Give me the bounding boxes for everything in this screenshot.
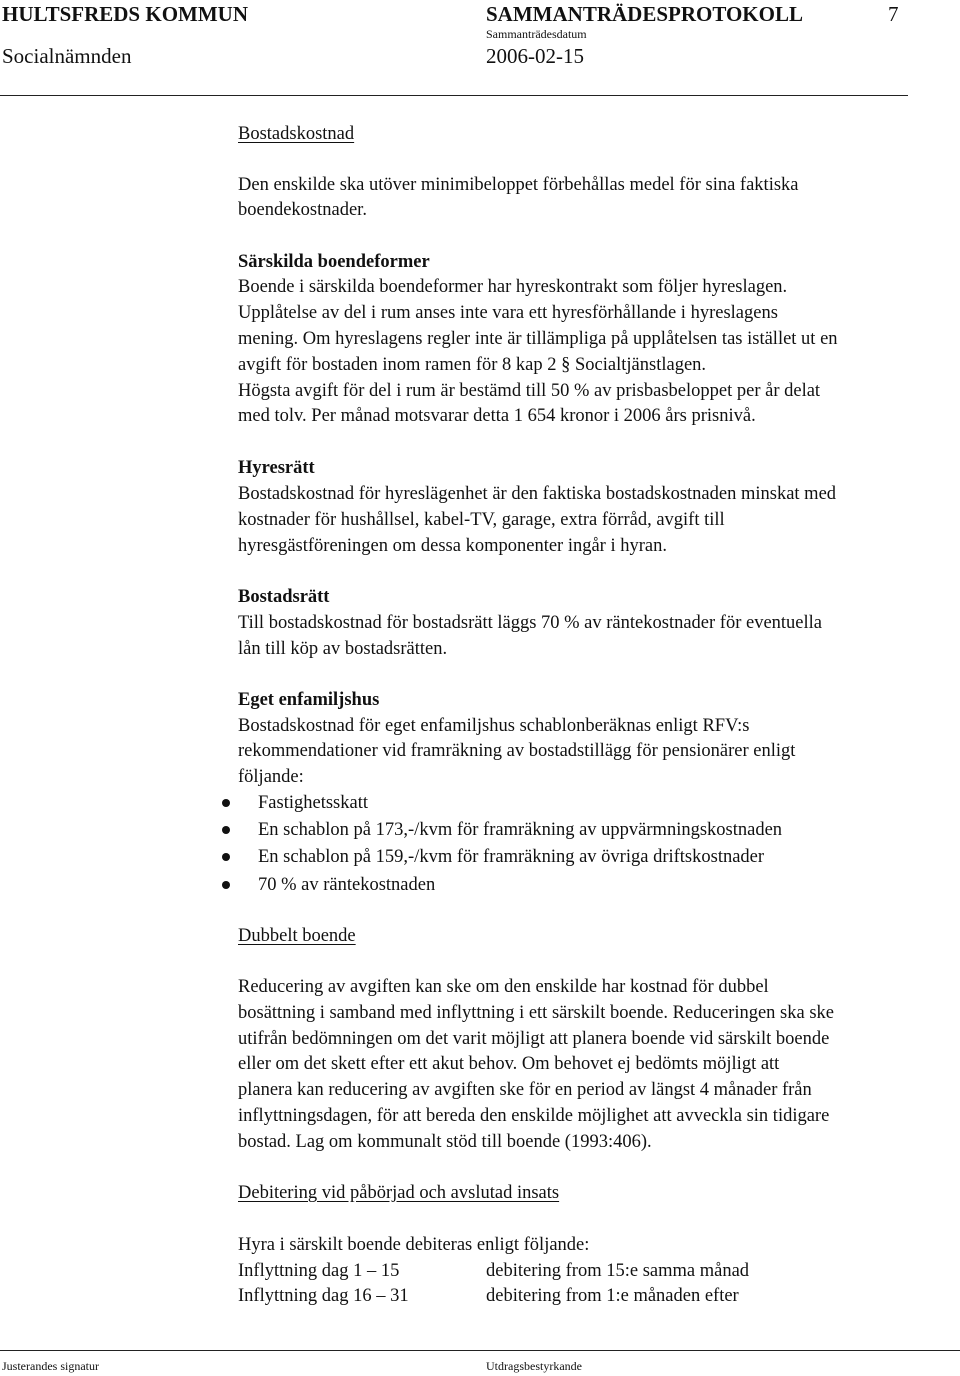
paragraph-line: Reducering av avgiften kan ske om den enskilde har kostnad för dubbel bbox=[238, 977, 769, 997]
municipality-name: HULTSFREDS KOMMUN bbox=[2, 2, 249, 26]
heading-hyresratt: Hyresrätt bbox=[238, 458, 315, 478]
paragraph-line: bostad. Lag om kommunalt stöd till boende (1993:406). bbox=[238, 1132, 652, 1152]
document-type: SAMMANTRÄDESPROTOKOLL bbox=[486, 2, 803, 26]
list-item: En schablon på 159,-/kvm för framräkning av övriga driftskostnader bbox=[258, 847, 765, 867]
paragraph-line: Hyra i särskilt boende debiteras enligt följande: bbox=[238, 1235, 590, 1255]
paragraph-line: utifrån bedömningen om det varit möjligt att planera boende vid särskilt boende bbox=[238, 1029, 830, 1049]
paragraph-line: Bostadskostnad för eget enfamiljshus schablonberäknas enligt RFV:s bbox=[238, 716, 750, 736]
heading-sarskilda-boendeformer: Särskilda boendeformer bbox=[238, 252, 430, 272]
paragraph-line: hyresgästföreningen om dessa komponenter ingår i hyran. bbox=[238, 536, 667, 556]
date-label: Sammanträdesdatum bbox=[486, 27, 587, 41]
paragraph-line: med tolv. Per månad motsvarar detta 1 654 kronor i 2006 års prisnivå. bbox=[238, 406, 756, 426]
bullet-icon bbox=[222, 826, 230, 834]
paragraph-line: Bostadskostnad för hyreslägenhet är den faktiska bostadskostnaden minskat med bbox=[238, 484, 837, 504]
bullet-icon bbox=[222, 881, 230, 889]
paragraph-line: Den enskilde ska utöver minimibeloppet förbehållas medel för sina faktiska bbox=[238, 175, 799, 195]
page-number: 7 bbox=[888, 2, 899, 26]
billing-row-when: Inflyttning dag 1 – 15 bbox=[238, 1261, 400, 1281]
paragraph-line: planera kan reducering av avgiften ske för en period av längst 4 månader från bbox=[238, 1080, 812, 1100]
paragraph-line: eller om det skett efter ett akut behov. Om behovet ej bedömts möjligt att bbox=[238, 1054, 780, 1074]
paragraph-line: boendekostnader. bbox=[238, 200, 367, 220]
heading-dubbelt-boende: Dubbelt boende bbox=[238, 926, 356, 946]
footer-divider bbox=[0, 1350, 960, 1351]
paragraph-line: kostnader för hushållsel, kabel-TV, garage, extra förråd, avgift till bbox=[238, 510, 725, 530]
paragraph-line: mening. Om hyreslagens regler inte är tillämpliga på upplåtelsen tas istället ut en bbox=[238, 329, 838, 349]
heading-debitering: Debitering vid påbörjad och avslutad insats bbox=[238, 1183, 560, 1203]
paragraph-line: Boende i särskilda boendeformer har hyreskontrakt som följer hyreslagen. bbox=[238, 277, 788, 297]
paragraph-line: Till bostadskostnad för bostadsrätt läggs 70 % av räntekostnader för eventuella bbox=[238, 613, 822, 633]
paragraph-line: lån till köp av bostadsrätten. bbox=[238, 639, 448, 659]
footer-signature-label: Justerandes signatur bbox=[2, 1359, 99, 1373]
footer-certification-label: Utdragsbestyrkande bbox=[486, 1359, 582, 1373]
list-item: En schablon på 173,-/kvm för framräkning av uppvärmningskostnaden bbox=[258, 820, 783, 840]
bullet-icon bbox=[222, 799, 230, 807]
paragraph-line: avgift för bostaden inom ramen för 8 kap 2 § Socialtjänstlagen. bbox=[238, 355, 707, 375]
list-item: Fastighetsskatt bbox=[258, 793, 368, 813]
header-divider bbox=[0, 95, 908, 96]
committee-name: Socialnämnden bbox=[2, 44, 132, 68]
heading-eget-enfamiljshus: Eget enfamiljshus bbox=[238, 690, 380, 710]
billing-row-when: Inflyttning dag 16 – 31 bbox=[238, 1286, 409, 1306]
paragraph-line: Upplåtelse av del i rum anses inte vara ett hyresförhållande i hyreslagens bbox=[238, 303, 778, 323]
paragraph-line: inflyttningsdagen, för att bereda den enskilde möjlighet att avveckla sin tidigare bbox=[238, 1106, 830, 1126]
bullet-icon bbox=[222, 853, 230, 861]
meeting-date: 2006-02-15 bbox=[486, 44, 584, 68]
billing-row-rule: debitering from 1:e månaden efter bbox=[486, 1286, 739, 1306]
list-item: 70 % av räntekostnaden bbox=[258, 875, 436, 895]
paragraph-line: rekommendationer vid framräkning av bostadstillägg för pensionärer enligt bbox=[238, 741, 796, 761]
paragraph-line: följande: bbox=[238, 767, 304, 787]
heading-bostadsratt: Bostadsrätt bbox=[238, 587, 330, 607]
paragraph-line: bosättning i samband med inflyttning i ett särskilt boende. Reduceringen ska ske bbox=[238, 1003, 834, 1023]
paragraph-line: Högsta avgift för del i rum är bestämd till 50 % av prisbasbeloppet per år delat bbox=[238, 381, 821, 401]
heading-bostadskostnad: Bostadskostnad bbox=[238, 124, 355, 144]
billing-row-rule: debitering from 15:e samma månad bbox=[486, 1261, 750, 1281]
